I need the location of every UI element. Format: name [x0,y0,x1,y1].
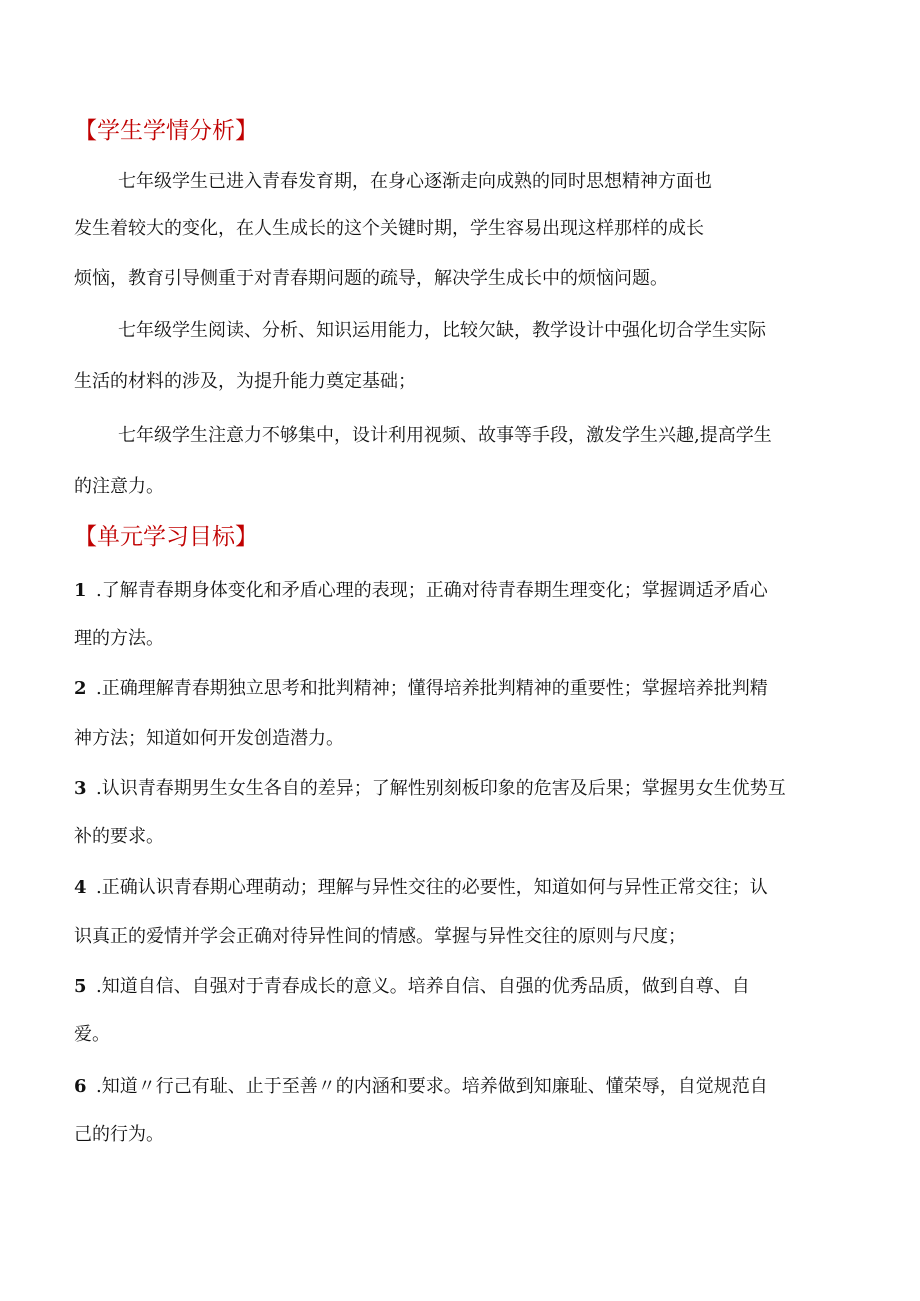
goal-1-line-1 [74,578,768,604]
goal-3-text-1: .认识青春期男生女生各自的差异；了解性别刻板印象的危害及后果；掌握男女生优势互 [96,778,786,799]
analysis-paragraph-1-line-1: 七年级学生已进入青春发育期，在身心逐渐走向成熟的同时思想精神方面也 [118,171,712,192]
goal-5-number: 5 [74,976,87,997]
analysis-paragraph-3-line-1: 七年级学生注意力不够集中，设计利用视频、故事等手段，激发学生兴趣,提高学生 [118,425,772,446]
goal-6-text-1: .知道〃行己有耻、止于至善〃的内涵和要求。培养做到知廉耻、懂荣辱，自觉规范自 [96,1076,768,1097]
goal-5-line-2: 爱。 [74,1024,110,1045]
analysis-paragraph-2-line-1: 七年级学生阅读、分析、知识运用能力，比较欠缺，教学设计中强化切合学生实际 [118,320,766,341]
analysis-paragraph-1-line-3: 烦恼，教育引导侧重于对青春期问题的疏导，解决学生成长中的烦恼问题。 [74,268,668,289]
goal-1-line-2: 理的方法。 [74,628,164,649]
analysis-paragraph-3-line-2: 的注意力。 [74,476,164,497]
goal-1-number: 1 [74,580,87,601]
goal-3-line-2: 补的要求。 [74,826,164,847]
goal-6-number: 6 [74,1076,87,1097]
goal-5-line-1 [74,974,750,1000]
section-heading-student-analysis: 【学生学情分析】 [74,118,258,144]
goal-4-text-1: .正确认识青春期心理萌动；理解与异性交往的必要性，知道如何与异性正常交往；认 [96,877,768,898]
goal-6-line-2: 己的行为。 [74,1124,164,1145]
goal-4-line-1 [74,875,768,901]
analysis-paragraph-2-line-2: 生活的材料的涉及，为提升能力奠定基础； [74,371,416,392]
goal-3-line-1 [74,776,786,802]
analysis-paragraph-1-line-2: 发生着较大的变化，在人生成长的这个关键时期，学生容易出现这样那样的成长 [74,218,704,239]
goal-4-line-2: 识真正的爱情并学会正确对待异性间的情感。掌握与异性交往的原则与尺度； [74,926,686,947]
goal-2-number: 2 [74,678,87,699]
goal-2-line-2: 神方法；知道如何开发创造潜力。 [74,728,344,749]
goal-2-line-1 [74,676,768,702]
goal-4-number: 4 [74,877,87,898]
goal-3-number: 3 [74,778,87,799]
goal-5-text-1: .知道自信、自强对于青春成长的意义。培养自信、自强的优秀品质，做到自尊、自 [96,976,750,997]
goal-6-line-1 [74,1074,768,1100]
goal-1-text-1: .了解青春期身体变化和矛盾心理的表现；正确对待青春期生理变化；掌握调适矛盾心 [96,580,768,601]
section-heading-unit-goals: 【单元学习目标】 [74,524,258,550]
goal-2-text-1: .正确理解青春期独立思考和批判精神；懂得培养批判精神的重要性；掌握培养批判精 [96,678,768,699]
